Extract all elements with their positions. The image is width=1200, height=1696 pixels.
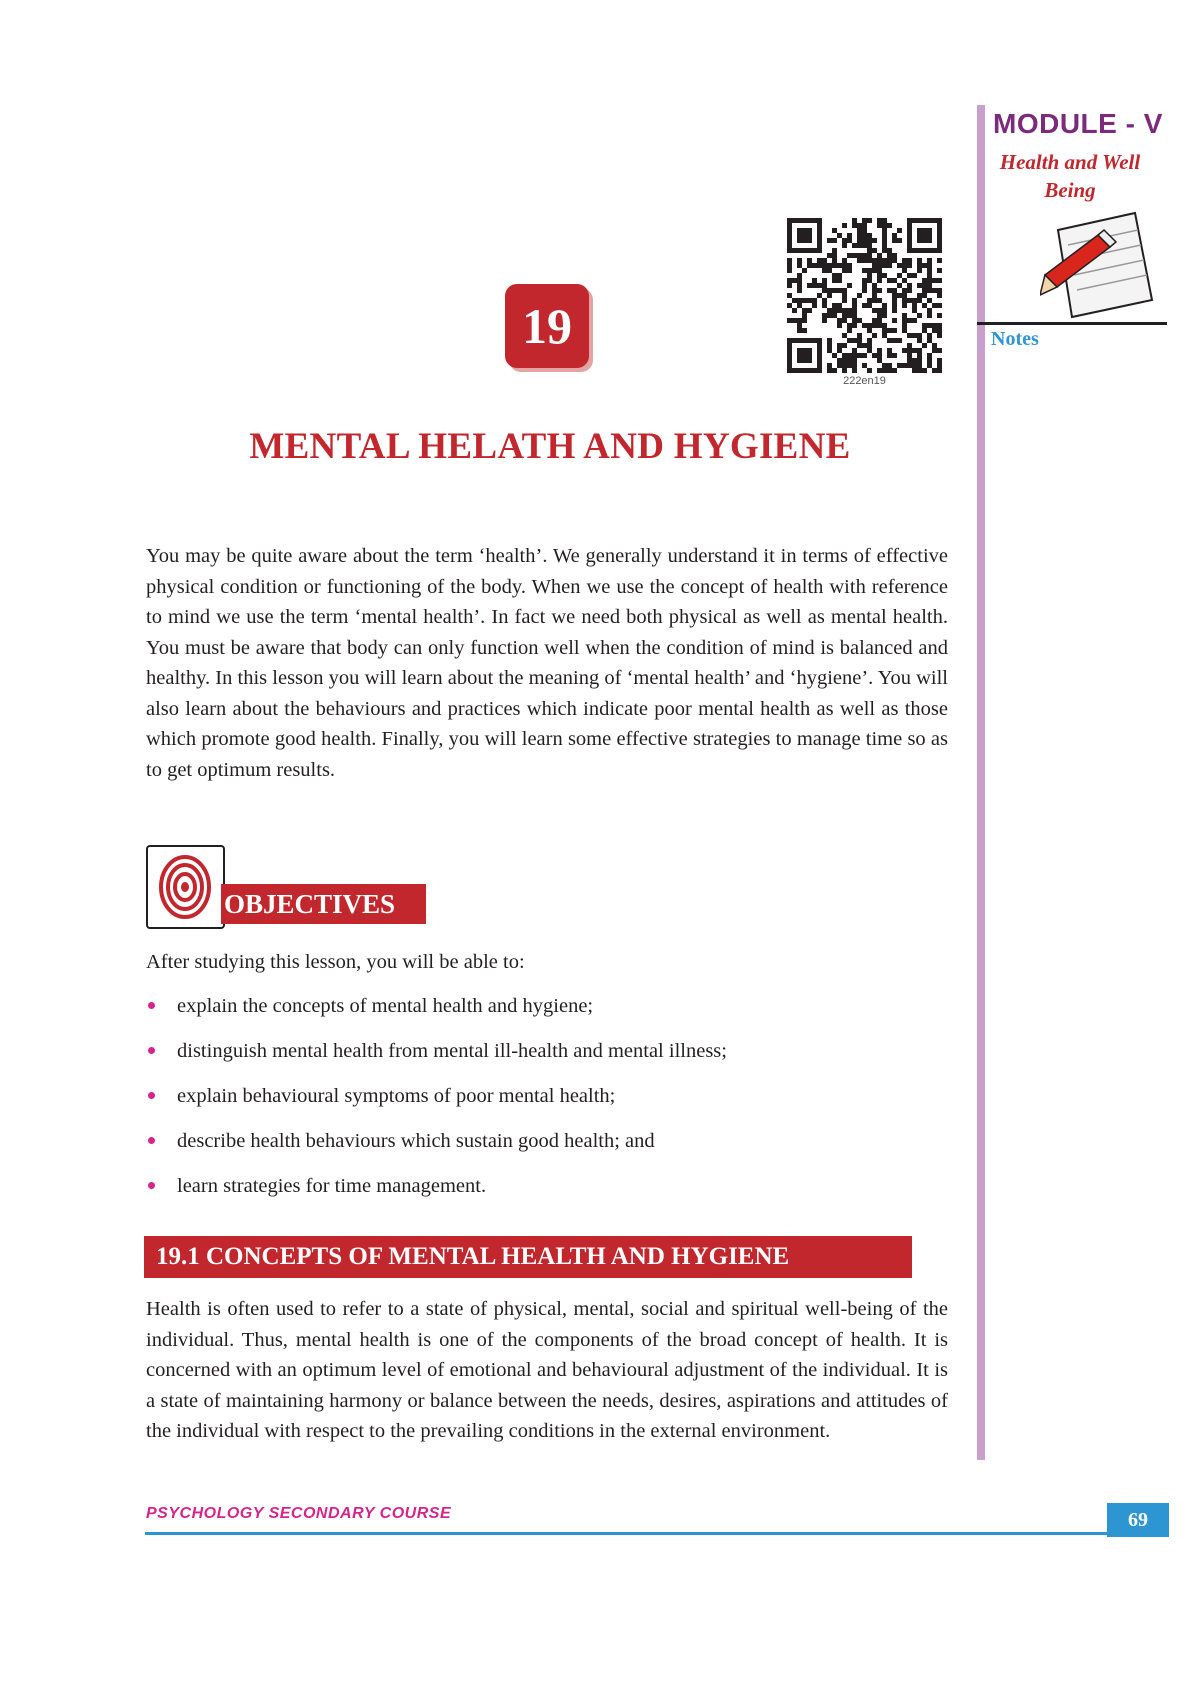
sidebar-rule — [977, 105, 985, 1460]
footer-rule — [145, 1532, 1107, 1535]
chapter-number-badge: 19 — [505, 284, 589, 368]
module-subtitle-line1: Health and Well — [999, 150, 1141, 174]
objectives-heading: OBJECTIVES — [221, 884, 426, 924]
bullet-icon — [148, 1047, 155, 1054]
list-item: distinguish mental health from mental ill-health and mental illness; — [148, 1040, 727, 1063]
list-item: explain behavioural symptoms of poor mental health; — [148, 1085, 615, 1108]
objectives-lead: After studying this lesson, you will be able to: — [146, 951, 525, 973]
list-item: describe health behaviours which sustain good health; and — [148, 1130, 655, 1153]
chapter-title: MENTAL HELATH AND HYGIENE — [249, 426, 851, 467]
list-item: learn strategies for time management. — [148, 1175, 486, 1198]
module-subtitle — [980, 148, 1160, 204]
module-title: MODULE - V — [993, 108, 1163, 139]
footer-course-title: PSYCHOLOGY SECONDARY COURSE — [146, 1505, 452, 1522]
page-number: 69 — [1107, 1503, 1169, 1537]
section-heading: 19.1 CONCEPTS OF MENTAL HEALTH AND HYGIENE — [144, 1236, 912, 1278]
notes-label: Notes — [991, 328, 1039, 350]
notepad-pencil-icon — [1040, 205, 1160, 335]
section-paragraph: Health is often used to refer to a state of physical, mental, social and spiritual well-being of the individual. Thus, mental health is one of the components of the broad concept of health. It is concerned with an optimum level of emotional and behavioural adjustment of the individual. It is a state of maintaining harmony or balance between the needs, desires, aspirations and attitudes of the individual with respect to the prevailing conditions in the external environment. — [146, 1298, 948, 1442]
qr-caption: 222en19 — [843, 375, 886, 387]
bullet-icon — [148, 1092, 155, 1099]
intro-paragraph: You may be quite aware about the term ‘health’. We generally understand it in terms of effective physical condition or functioning of the body. When we use the concept of health with reference to mind we use the term ‘mental health’. In fact we need both physical as well as mental health. You must be aware that body can only function well when the condition of mind is balanced and healthy. In this lesson you will learn about the meaning of ‘mental health’ and ‘hygiene’. You will also learn about the behaviours and practices which indicate poor mental health as well as those which promote good health. Finally, you will learn some effective strategies to manage time so as to get optimum results. — [146, 545, 948, 781]
list-item: explain the concepts of mental health and hygiene; — [148, 995, 593, 1018]
bullet-icon — [148, 1182, 155, 1189]
bullet-icon — [148, 1137, 155, 1144]
target-icon — [146, 845, 225, 929]
qr-code — [787, 218, 942, 373]
notes-divider — [977, 322, 1167, 325]
module-subtitle-line2: Being — [1044, 178, 1096, 202]
bullet-icon — [148, 1002, 155, 1009]
